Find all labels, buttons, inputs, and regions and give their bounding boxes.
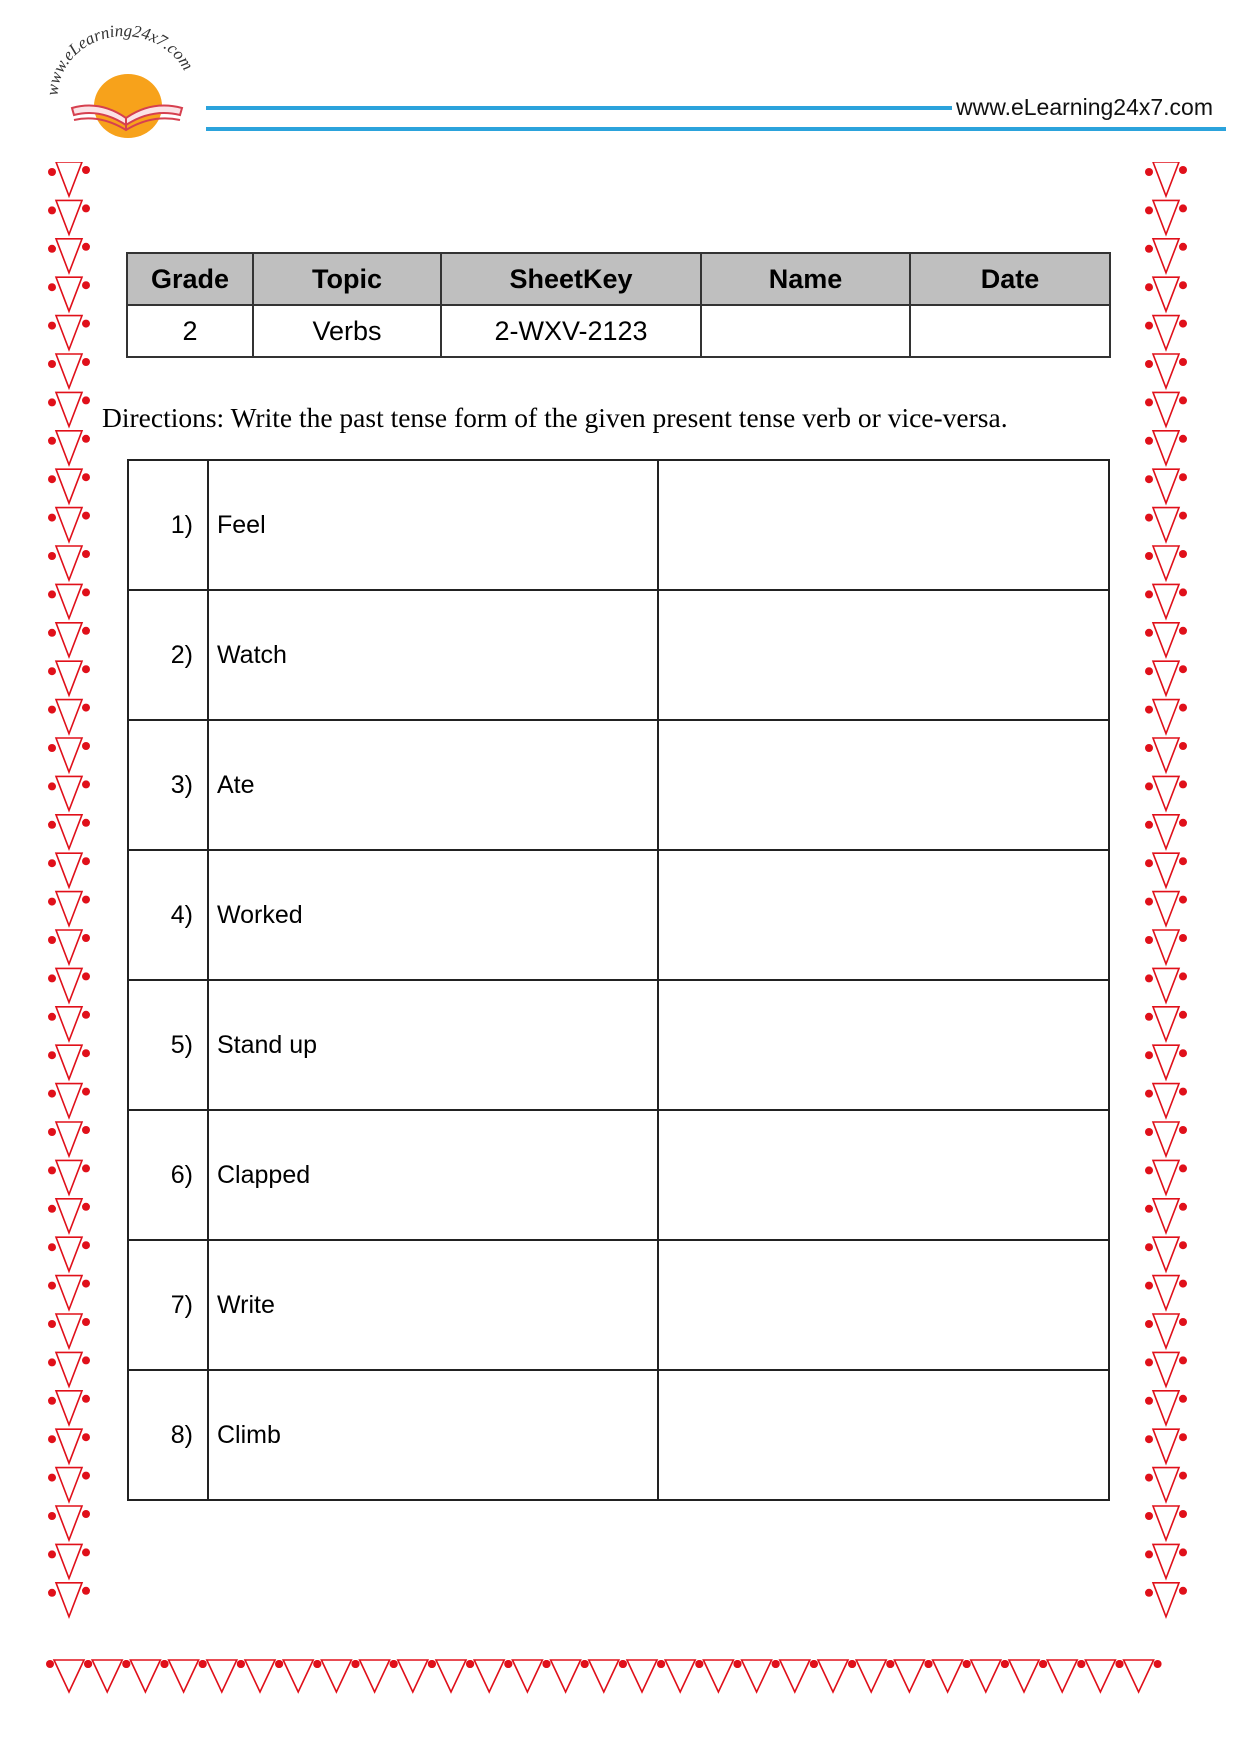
question-number: 1): [128, 460, 208, 590]
border-ornament: [48, 277, 90, 311]
border-ornament: [1145, 316, 1187, 350]
question-row: [128, 980, 1109, 1110]
border-ornament: [1145, 1237, 1187, 1271]
border-ornament: [48, 1045, 90, 1079]
border-ornament: [1145, 584, 1187, 618]
border-ornament: [48, 162, 90, 196]
question-row: [128, 460, 1109, 590]
border-ornament: [48, 815, 90, 849]
answer-cell[interactable]: [658, 460, 1109, 590]
site-url[interactable]: www.eLearning24x7.com: [956, 94, 1213, 120]
question-number: 5): [128, 980, 208, 1110]
question-word: Feel: [208, 460, 658, 590]
question-number: 4): [128, 850, 208, 980]
header-rule-top: [206, 106, 952, 110]
border-ornament: [48, 892, 90, 926]
border-ornament: [48, 738, 90, 772]
border-ornament: [48, 1429, 90, 1463]
border-ornament: [48, 1237, 90, 1271]
answer-cell[interactable]: [658, 850, 1109, 980]
answer-cell[interactable]: [658, 980, 1109, 1110]
directions-text: Directions: Write the past tense form of the given present tense verb or vice-versa.: [102, 402, 1008, 433]
date-header: Date: [910, 253, 1110, 305]
grade-header: Grade: [127, 253, 253, 305]
border-ornament: [1145, 1391, 1187, 1425]
border-ornament: [1145, 892, 1187, 926]
question-number: 3): [128, 720, 208, 850]
border-ornament: [1145, 1468, 1187, 1502]
question-word: Worked: [208, 850, 658, 980]
question-row: [128, 1110, 1109, 1240]
answer-cell[interactable]: [658, 1110, 1109, 1240]
border-ornament: [48, 1007, 90, 1041]
border-ornament: [48, 853, 90, 887]
border-ornament: [1145, 1084, 1187, 1118]
border-ornament: [48, 1199, 90, 1233]
border-ornament: [1145, 162, 1187, 196]
border-ornament: [1145, 469, 1187, 503]
question-word: Stand up: [208, 980, 658, 1110]
border-ornament: [48, 1468, 90, 1502]
date-field[interactable]: [910, 305, 1110, 357]
border-ornament: [48, 1084, 90, 1118]
answer-cell[interactable]: [658, 1240, 1109, 1370]
border-ornament: [48, 1352, 90, 1386]
border-ornament: [48, 623, 90, 657]
border-ornament: [1145, 1160, 1187, 1194]
question-row: [128, 1370, 1109, 1500]
question-number: 2): [128, 590, 208, 720]
answer-cell[interactable]: [658, 720, 1109, 850]
border-ornament: [1145, 661, 1187, 695]
border-ornament: [48, 316, 90, 350]
name-field[interactable]: [701, 305, 910, 357]
border-ornament: [1145, 239, 1187, 273]
border-ornament: [48, 469, 90, 503]
border-ornament: [1145, 968, 1187, 1002]
question-word: Watch: [208, 590, 658, 720]
border-ornament: [48, 392, 90, 426]
border-ornament: [1145, 623, 1187, 657]
border-ornament: [1145, 508, 1187, 542]
border-ornament: [48, 431, 90, 465]
border-ornament: [1145, 853, 1187, 887]
border-ornament: [1145, 1314, 1187, 1348]
border-ornament: [48, 1391, 90, 1425]
border-ornament: [1145, 1583, 1187, 1617]
border-ornament: [1145, 546, 1187, 580]
border-ornament: [48, 968, 90, 1002]
decorative-border-right: [1143, 162, 1189, 1662]
question-word: Ate: [208, 720, 658, 850]
border-ornament: [48, 1506, 90, 1540]
border-ornament: [48, 354, 90, 388]
border-ornament: [48, 1276, 90, 1310]
info-header-row: [127, 253, 1110, 305]
border-ornament: [1145, 392, 1187, 426]
question-number: 6): [128, 1110, 208, 1240]
border-ornament: [48, 776, 90, 810]
border-ornament: [48, 546, 90, 580]
border-ornament: [1145, 1122, 1187, 1156]
answer-cell[interactable]: [658, 590, 1109, 720]
border-ornament: [48, 1314, 90, 1348]
question-word: Write: [208, 1240, 658, 1370]
question-row: [128, 850, 1109, 980]
border-ornament: [1145, 277, 1187, 311]
border-ornament: [1145, 1007, 1187, 1041]
border-ornament: [48, 508, 90, 542]
border-ornament: [48, 239, 90, 273]
border-ornament: [1116, 1660, 1162, 1692]
grade-value: 2: [127, 305, 253, 357]
border-ornament: [1145, 431, 1187, 465]
topic-value: Verbs: [253, 305, 441, 357]
border-ornament: [48, 1160, 90, 1194]
border-ornament: [48, 584, 90, 618]
border-ornament: [1145, 930, 1187, 964]
question-word: Clapped: [208, 1110, 658, 1240]
border-ornament: [48, 200, 90, 234]
border-ornament: [1145, 354, 1187, 388]
logo-text: www.eLearning24x7.com: [42, 22, 198, 97]
decorative-border-left: [46, 162, 92, 1662]
name-header: Name: [701, 253, 910, 305]
sheetkey-header: SheetKey: [441, 253, 701, 305]
border-ornament: [1145, 1045, 1187, 1079]
question-word: Climb: [208, 1370, 658, 1500]
border-ornament: [1145, 738, 1187, 772]
question-row: [128, 590, 1109, 720]
question-row: [128, 1240, 1109, 1370]
border-ornament: [1145, 1544, 1187, 1578]
border-ornament: [48, 1583, 90, 1617]
info-value-row: [127, 305, 1110, 357]
elearning-logo: [40, 22, 210, 147]
question-number: 8): [128, 1370, 208, 1500]
border-ornament: [48, 930, 90, 964]
border-ornament: [1145, 1352, 1187, 1386]
answer-cell[interactable]: [658, 1370, 1109, 1500]
border-ornament: [48, 1122, 90, 1156]
sheetkey-value: 2-WXV-2123: [441, 305, 701, 357]
topic-header: Topic: [253, 253, 441, 305]
question-row: [128, 720, 1109, 850]
header-rule-bottom: [206, 127, 1226, 131]
decorative-border-bottom: [46, 1652, 1189, 1698]
border-ornament: [48, 661, 90, 695]
border-ornament: [1145, 776, 1187, 810]
border-ornament: [1145, 1506, 1187, 1540]
border-ornament: [1145, 700, 1187, 734]
worksheet-info-table: [126, 252, 1111, 358]
border-ornament: [1145, 1429, 1187, 1463]
border-ornament: [1145, 1199, 1187, 1233]
border-ornament: [48, 700, 90, 734]
border-ornament: [1145, 1276, 1187, 1310]
border-ornament: [1145, 815, 1187, 849]
border-ornament: [48, 1544, 90, 1578]
question-number: 7): [128, 1240, 208, 1370]
border-ornament: [1145, 200, 1187, 234]
questions-table: [127, 459, 1110, 1501]
